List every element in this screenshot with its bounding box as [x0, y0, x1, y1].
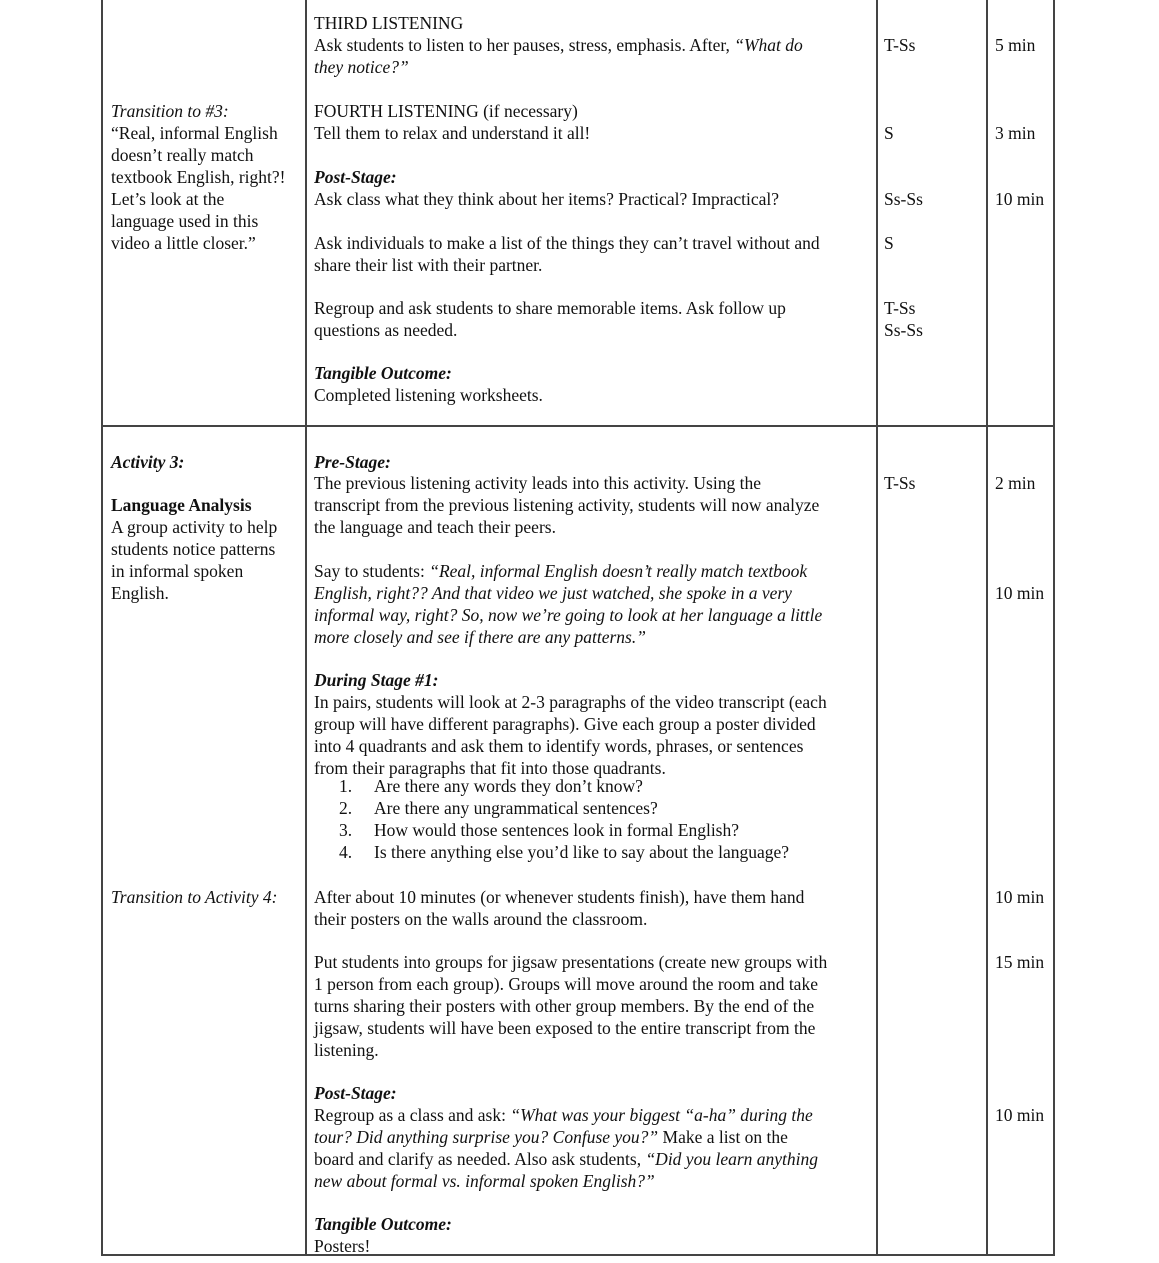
activity-3-outcome-heading: Tangible Outcome: [314, 1214, 452, 1234]
transition-4-line: After about 10 minutes (or whenever students finish), have them hand [314, 887, 805, 907]
during-stage-heading: During Stage #1: [314, 670, 439, 690]
regroup-line: Regroup and ask students to share memorable items. Ask follow up [314, 298, 786, 318]
transition-3-line: language used in this [111, 211, 259, 231]
third-listening-line2: they notice?” [314, 57, 409, 77]
lesson-plan-table [101, 0, 1055, 1256]
activity-3-post-heading: Post-Stage: [314, 1083, 397, 1103]
transition-3-line: “Real, informal English [111, 123, 278, 143]
third-listening-line1: Ask students to listen to her pauses, stress, emphasis. After, “What do [314, 35, 803, 55]
activity-3-desc: English. [111, 583, 169, 603]
transition-3-line: textbook English, right?! [111, 167, 286, 187]
list-item: 4. Is there anything else you’d like to say about the language? [339, 842, 790, 862]
jigsaw-line: turns sharing their posters with other group members. By the end of the [314, 996, 815, 1016]
list-task-interaction: S [884, 233, 894, 253]
list-item: 2. Are there any ungrammatical sentences? [339, 798, 658, 818]
say-line: English, right?? And that video we just watched, she spoke in a very [314, 583, 792, 603]
pre-stage-interaction: T-Ss [884, 473, 916, 493]
transition-4-time: 10 min [995, 887, 1045, 907]
column-divider [305, 0, 307, 1254]
regroup-line: questions as needed. [314, 320, 458, 340]
activity-3-desc: students notice patterns [111, 539, 276, 559]
column-divider [876, 0, 878, 1254]
jigsaw-line: Put students into groups for jigsaw presentations (create new groups with [314, 952, 828, 972]
jigsaw-time: 15 min [995, 952, 1045, 972]
activity-3-post-line: new about formal vs. informal spoken English?” [314, 1171, 655, 1191]
row-divider [103, 425, 1053, 427]
activity-3-post-time: 10 min [995, 1105, 1045, 1125]
say-time: 10 min [995, 583, 1045, 603]
during-stage-line: In pairs, students will look at 2-3 paragraphs of the video transcript (each [314, 692, 827, 712]
post-stage-interaction: Ss-Ss [884, 189, 923, 209]
activity-3-outcome-line: Posters! [314, 1236, 371, 1256]
post-stage-heading: Post-Stage: [314, 167, 397, 187]
tangible-outcome-heading: Tangible Outcome: [314, 363, 452, 383]
transition-3-line: Let’s look at the [111, 189, 225, 209]
list-task-line: Ask individuals to make a list of the things they can’t travel without and [314, 233, 820, 253]
list-item: 3. How would those sentences look in formal English? [339, 820, 740, 840]
jigsaw-line: jigsaw, students will have been exposed to the entire transcript from the [314, 1018, 816, 1038]
tangible-outcome-line: Completed listening worksheets. [314, 385, 543, 405]
activity-3-post-line: board and clarify as needed. Also ask students, “Did you learn anything [314, 1149, 819, 1169]
pre-stage-heading: Pre-Stage: [314, 452, 391, 472]
transition-3-line: video a little closer.” [111, 233, 256, 253]
activity-3-desc: A group activity to help [111, 517, 278, 537]
list-task-line: share their list with their partner. [314, 255, 543, 275]
activity-3-post-line: tour? Did anything surprise you? Confuse you?” Make a list on the [314, 1127, 788, 1147]
say-line: informal way, right? So, now we’re going to look at her language a little [314, 605, 823, 625]
activity-3-title: Activity 3: [111, 452, 185, 472]
post-stage-line: Ask class what they think about her items? Practical? Impractical? [314, 189, 780, 209]
jigsaw-line: listening. [314, 1040, 379, 1060]
say-line: more closely and see if there are any patterns.” [314, 627, 646, 647]
third-listening-interaction: T-Ss [884, 35, 916, 55]
pre-stage-line: The previous listening activity leads into this activity. Using the [314, 473, 761, 493]
transition-3-label: Transition to #3: [111, 101, 229, 121]
transition-3-line: doesn’t really match [111, 145, 254, 165]
during-stage-line: from their paragraphs that fit into those quadrants. [314, 758, 666, 778]
during-stage-line: group will have different paragraphs). Give each group a poster divided [314, 714, 816, 734]
activity-3-name: Language Analysis [111, 495, 252, 515]
third-listening-heading: THIRD LISTENING [314, 13, 464, 33]
post-stage-time: 10 min [995, 189, 1045, 209]
transition-4-label: Transition to Activity 4: [111, 887, 278, 907]
fourth-listening-interaction: S [884, 123, 894, 143]
activity-3-desc: in informal spoken [111, 561, 244, 581]
list-item: 1. Are there any words they don’t know? [339, 776, 643, 796]
quadrant-question-list [339, 775, 789, 863]
fourth-listening-line: Tell them to relax and understand it all! [314, 123, 591, 143]
column-divider [986, 0, 988, 1254]
fourth-listening-time: 3 min [995, 123, 1036, 143]
pre-stage-line: transcript from the previous listening activity, students will now analyze [314, 495, 820, 515]
jigsaw-line: 1 person from each group). Groups will move around the room and take [314, 974, 818, 994]
pre-stage-line: the language and teach their peers. [314, 517, 556, 537]
third-listening-time: 5 min [995, 35, 1036, 55]
regroup-interaction: T-Ss [884, 298, 916, 318]
say-line: Say to students: “Real, informal English doesn’t really match textbook [314, 561, 808, 581]
regroup-interaction: Ss-Ss [884, 320, 923, 340]
during-stage-line: into 4 quadrants and ask them to identify words, phrases, or sentences [314, 736, 804, 756]
pre-stage-time: 2 min [995, 473, 1036, 493]
fourth-listening-heading: FOURTH LISTENING (if necessary) [314, 101, 578, 121]
transition-4-line: their posters on the walls around the classroom. [314, 909, 648, 929]
activity-3-post-line: Regroup as a class and ask: “What was your biggest “a-ha” during the [314, 1105, 813, 1125]
